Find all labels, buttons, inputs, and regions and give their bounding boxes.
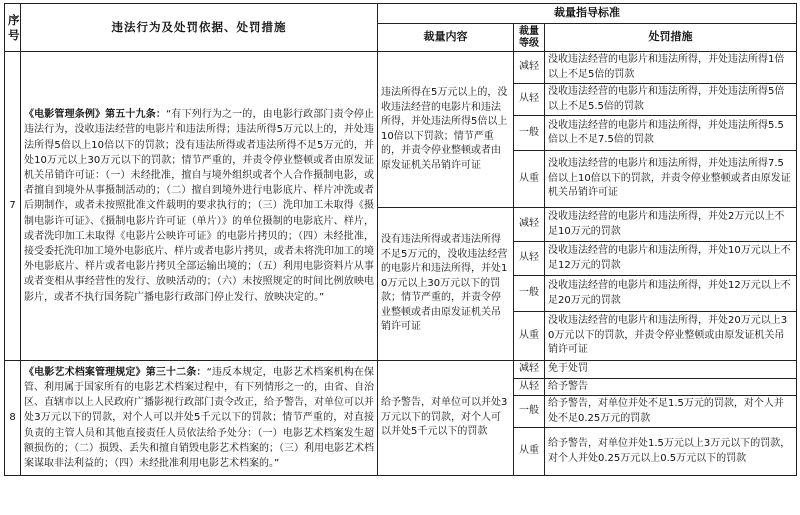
header-measure: 处罚措施 — [545, 24, 797, 52]
grade-label: 一般 — [514, 116, 545, 151]
penalty-measure: 给予警告 — [545, 378, 797, 396]
grade-label: 从轻 — [514, 378, 545, 396]
penalty-measure: 没收违法经营的电影片和违法所得，并处20万元以上30万元以下的罚款，并责令停业整顿或由原发证机关吊销许可证 — [545, 312, 797, 361]
penalty-measure: 免于处罚 — [545, 361, 797, 379]
basis-text: “违反本规定，电影艺术档案机构在保管、利用属于国家所有的电影艺术档案过程中，有下列情形之一的，由省、自治区、直辖市以上人民政府广播影视行政部门责令改正，给予警告，对单位可以并处3万元以下的罚款，对个人可以并处5千元以下的罚款；情节严重的，对直接负责的主管人员和其他直接责任人员依法给予处分：（一）电影艺术档案发生超额损伤的；（二）损毁、丢失和擅自销毁电影艺术档案的；（三）利用电影艺术档案谋取非法利益的；（四）未经批准利用电影艺术档案的。” — [24, 366, 375, 469]
row-basis — [21, 52, 378, 361]
penalty-measure: 给予警告，对单位并处不足1.5万元的罚款，对个人并处不足0.25万元的罚款 — [545, 396, 797, 428]
grade-label: 减轻 — [514, 52, 545, 84]
grade-label: 减轻 — [514, 208, 545, 242]
header-standard: 裁量指导标准 — [378, 4, 797, 24]
basis-title: 《电影管理条例》第五十九条： — [24, 109, 166, 121]
grade-label: 从重 — [514, 312, 545, 361]
discretion-content: 给予警告，对单位可以并处3万元以下的罚款，对个人可以并处5千元以下的罚款 — [378, 361, 514, 476]
header-seq: 序号 — [5, 4, 21, 52]
grade-label: 一般 — [514, 396, 545, 428]
header-basis: 违法行为及处罚依据、处罚措施 — [21, 4, 378, 52]
grade-label: 从重 — [514, 428, 545, 476]
penalty-measure: 没收违法经营的电影片和违法所得，并处违法所得1倍以上不足5倍的罚款 — [545, 52, 797, 84]
penalty-measure: 没收违法经营的电影片和违法所得，并处2万元以上不足10万元的罚款 — [545, 208, 797, 242]
penalty-measure: 没收违法经营的电影片和违法所得，并处违法所得5.5倍以上不足7.5倍的罚款 — [545, 116, 797, 151]
penalty-measure: 没收违法经营的电影片和违法所得，并处12万元以上不足20万元的罚款 — [545, 276, 797, 312]
grade-label: 从重 — [514, 151, 545, 208]
grade-label: 从轻 — [514, 242, 545, 276]
grade-label: 从轻 — [514, 84, 545, 116]
header-content: 裁量内容 — [378, 24, 514, 52]
penalty-measure: 没收违法经营的电影片和违法所得，并处10万元以上不足12万元的罚款 — [545, 242, 797, 276]
row-basis — [21, 361, 378, 476]
header-grade: 裁量等级 — [514, 24, 545, 52]
basis-title: 《电影艺术档案管理规定》第三十二条： — [24, 366, 207, 378]
penalty-measure: 没收违法经营的电影片和违法所得，并处违法所得5倍以上不足5.5倍的罚款 — [545, 84, 797, 116]
penalty-measure: 给予警告，对单位并处1.5万元以上3万元以下的罚款，对个人并处0.25万元以上0.5万元以下的罚款 — [545, 428, 797, 476]
discretion-content: 没有违法所得或者违法所得不足5万元的，没收违法经营的电影片和违法所得，并处10万元以上30万元以下的罚款；情节严重的，并责令停业整顿或者由原发证机关吊销许可证 — [378, 208, 514, 361]
row-seq: 7 — [5, 52, 21, 361]
grade-label: 一般 — [514, 276, 545, 312]
discretion-content: 违法所得在5万元以上的，没收违法经营的电影片和违法所得，并处违法所得5倍以上10倍以下罚款；情节严重的，并责令停业整顿或者由原发证机关吊销许可证 — [378, 52, 514, 208]
row-seq: 8 — [5, 361, 21, 476]
table-row — [5, 361, 797, 379]
basis-text: “有下列行为之一的，由电影行政部门责令停止违法行为，没收违法经营的电影片和违法所得；违法所得5万元以上的，并处违法所得5倍以上10倍以下的罚款；没有违法所得或者违法所得不足5万元的，并处10万元以上30万元以下的罚款；情节严重的，并责令停业整顿或者由原发证机关吊销许可证：（一）未经批准，擅自与境外组织或者个人合作摄制电影，或者擅自到境外从事摄制活动的；（二）擅自到境外进行电影底片、样片冲洗或者后期制作，或者未按照批准文件载明的要求执行的；（三）洗印加工未取得《摄制电影许可证》、《摄制电影片许可证（单片）》的单位摄制的电影底片、样片，或者洗印加工未取得《电影片公映许可证》的电影片拷贝的；（四）未经批准，接受委托洗印加工境外电影底片、样片或者电影片拷贝，或者未将洗印加工的境外电影底片、样片或者电影片拷贝全部运输出境的；（五）利用电影资料片从事或者变相从事经营性的发行、放映活动的；（六）未按照规定的时间比例放映电影片，或者不执行国务院广播电影行政部门停止发行、放映决定的。” — [24, 109, 374, 303]
grade-label: 减轻 — [514, 361, 545, 379]
penalty-discretion-table — [4, 3, 797, 476]
penalty-measure: 没收违法经营的电影片和违法所得，并处违法所得7.5倍以上10倍以下的罚款，并责令停业整顿或者由原发证机关吊销许可证 — [545, 151, 797, 208]
table-row — [5, 52, 797, 84]
